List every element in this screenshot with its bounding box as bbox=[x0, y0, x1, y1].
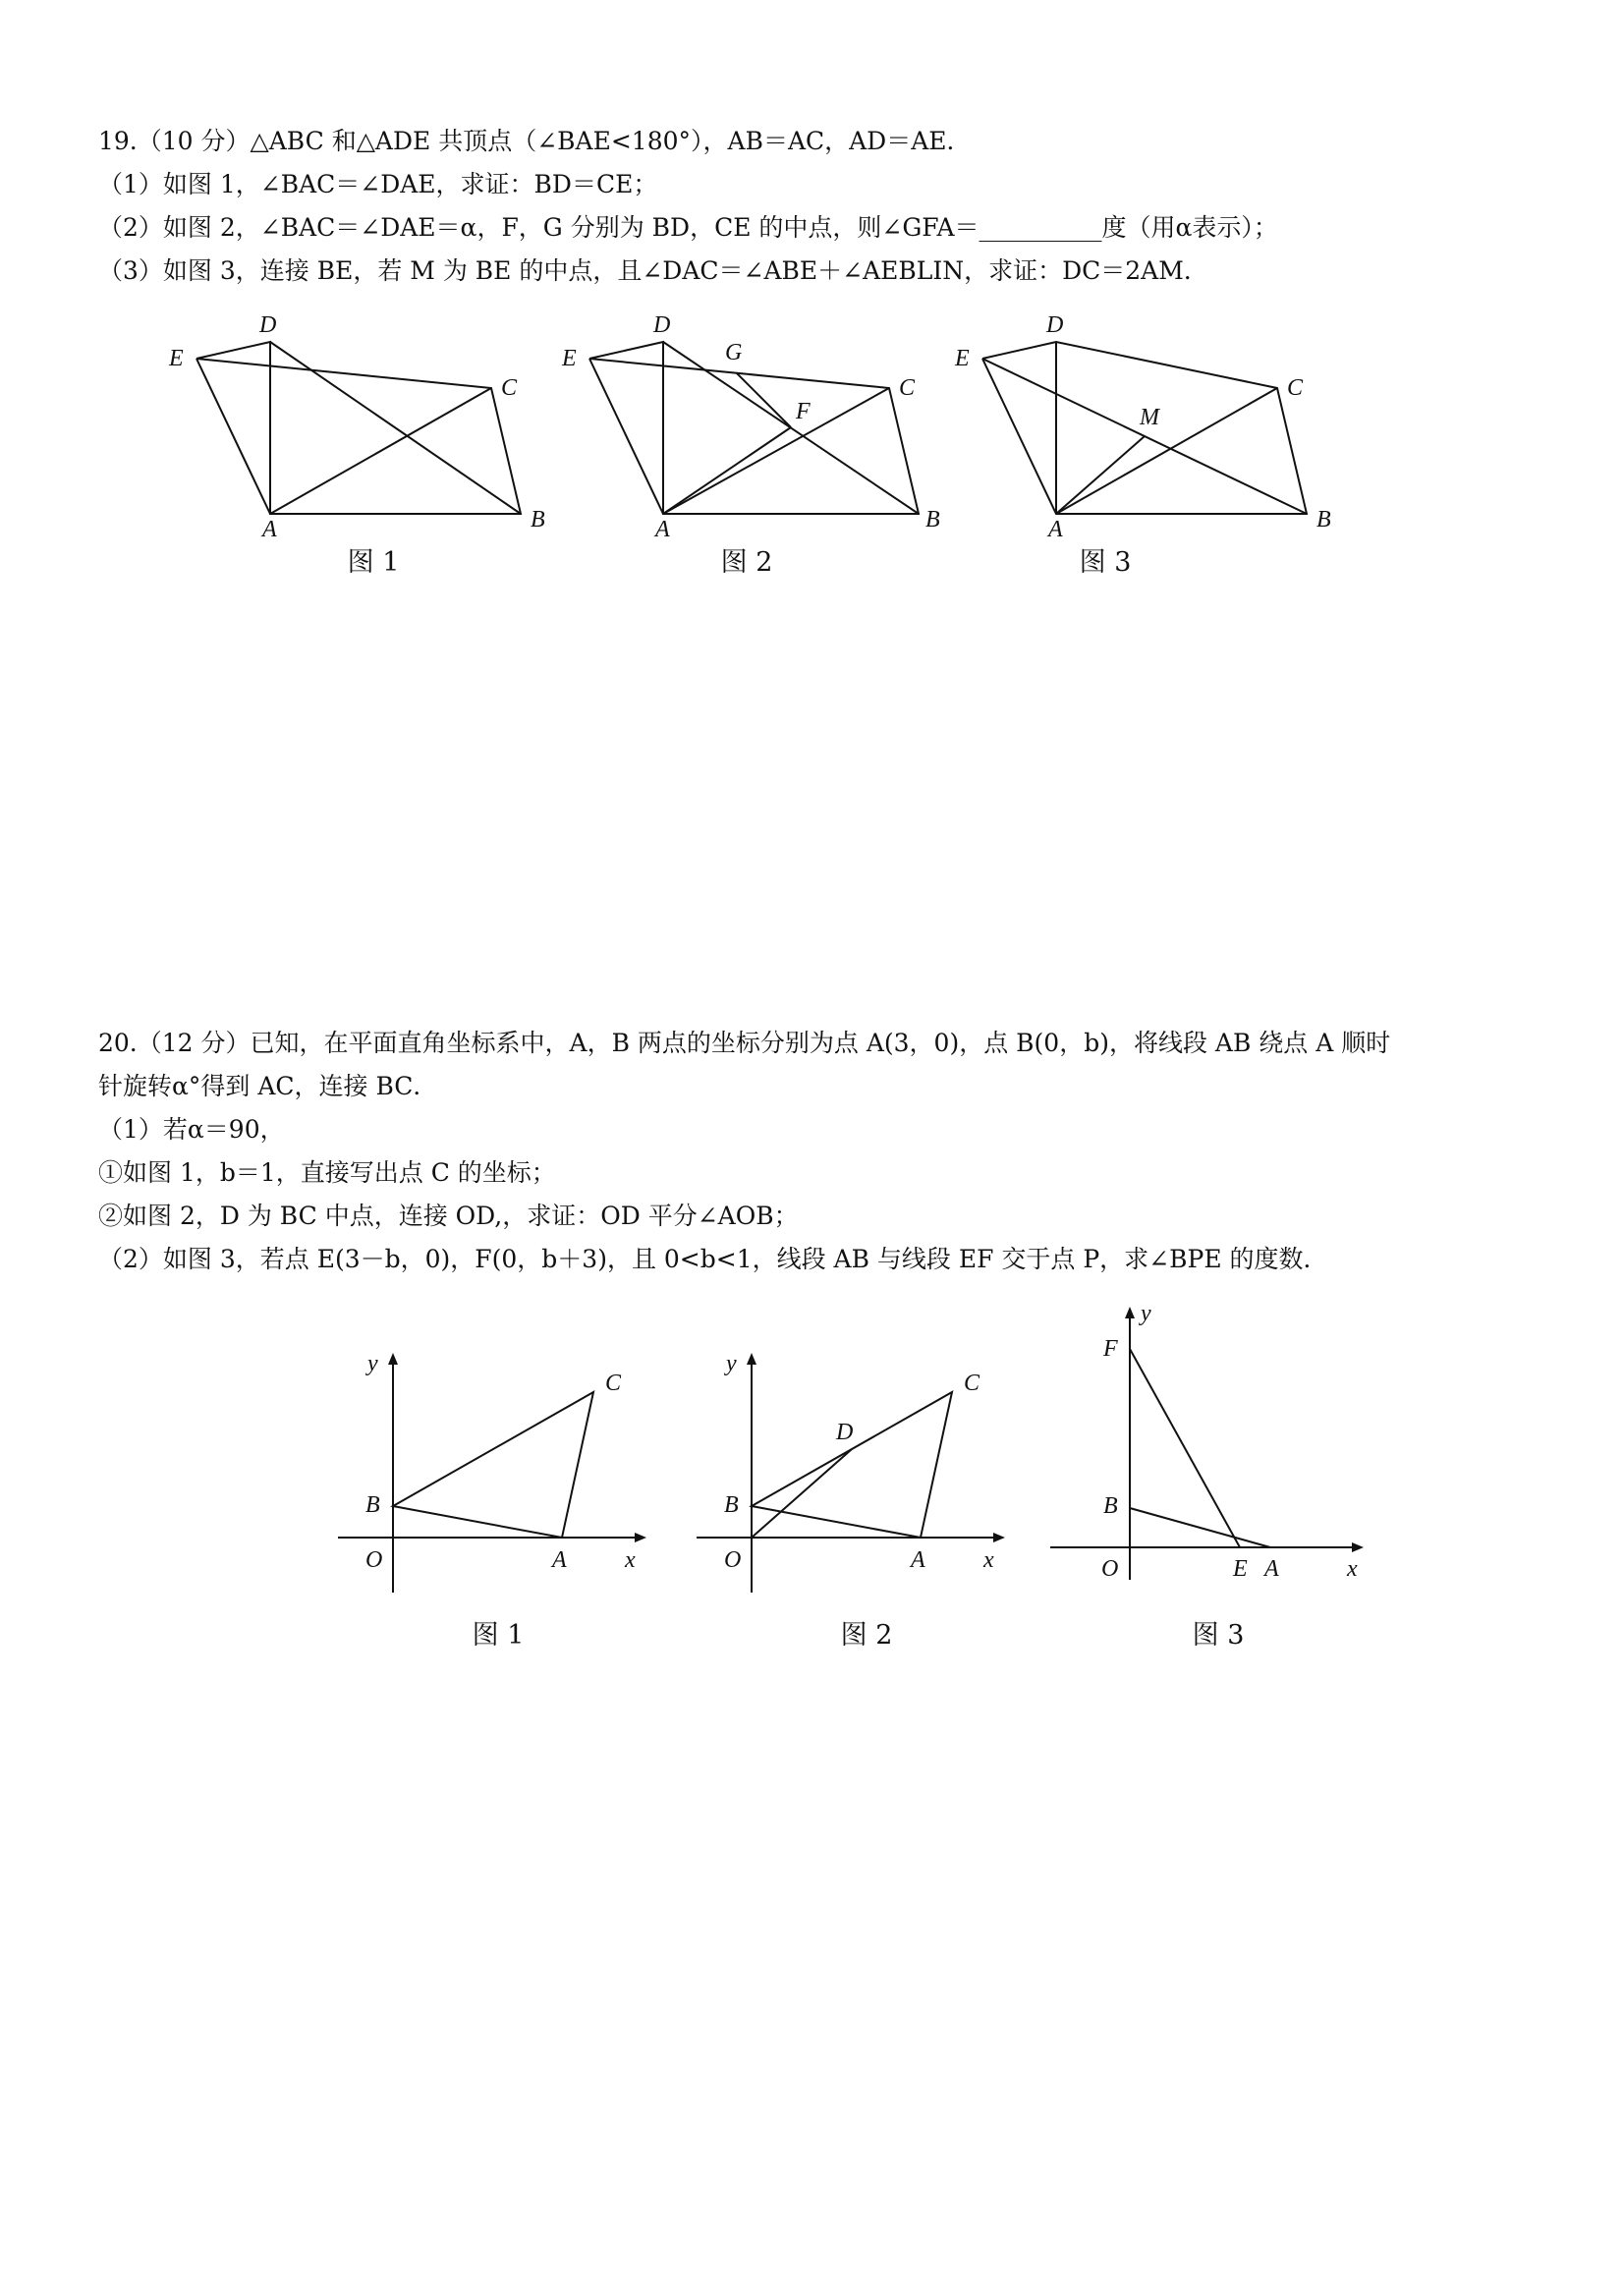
q20-f1-y-arrow bbox=[388, 1353, 398, 1365]
q20-figure-1-caption: 图 1 bbox=[472, 1620, 525, 1651]
q19-part1: （1）如图 1，∠BAC＝∠DAE，求证：BD＝CE； bbox=[98, 170, 658, 198]
q20-part1-i: ①如图 1，b＝1，直接写出点 C 的坐标； bbox=[98, 1158, 556, 1187]
q20-figure-2 bbox=[693, 1341, 1017, 1596]
q19-f2-label-b: B bbox=[925, 507, 940, 532]
q20-f1-label-o: O bbox=[365, 1547, 383, 1573]
q19-f1-ac bbox=[270, 388, 491, 514]
q19-f3-ac bbox=[1056, 388, 1277, 514]
q20-figure-3-caption: 图 3 bbox=[1192, 1620, 1245, 1651]
q19-f3-label-c: C bbox=[1287, 375, 1304, 401]
q20-f3-label-f: F bbox=[1103, 1336, 1118, 1362]
q20-f3-y-arrow bbox=[1125, 1307, 1135, 1318]
q20-f1-label-c: C bbox=[605, 1371, 622, 1396]
q20-f1-triangle bbox=[393, 1392, 593, 1538]
q19-f2-af bbox=[663, 427, 791, 514]
q19-f1-outline bbox=[196, 342, 521, 514]
q19-f3-label-d: D bbox=[1046, 312, 1064, 338]
q19-f2-gf bbox=[737, 373, 791, 427]
q19-f2-label-f: F bbox=[796, 399, 811, 424]
q19-figure-1-caption: 图 1 bbox=[347, 547, 400, 578]
q20-f2-label-o: O bbox=[724, 1547, 742, 1573]
q20-f2-label-a: A bbox=[911, 1547, 925, 1573]
q20-f3-x-arrow bbox=[1352, 1542, 1364, 1552]
q20-stem-line2: 针旋转α°得到 AC，连接 BC． bbox=[98, 1072, 438, 1100]
q19-figure-3-caption: 图 3 bbox=[1079, 547, 1132, 578]
q20-f1-x-arrow bbox=[635, 1533, 646, 1542]
q20-f3-fe bbox=[1130, 1349, 1240, 1547]
q20-f3-ba bbox=[1130, 1508, 1270, 1547]
q20-f2-y-arrow bbox=[747, 1353, 756, 1365]
q20-f2-label-y: y bbox=[726, 1351, 737, 1376]
q19-f3-am bbox=[1056, 436, 1145, 514]
q20-f3-label-b: B bbox=[1103, 1493, 1118, 1519]
q20-figure-2-caption: 图 2 bbox=[840, 1620, 893, 1651]
q19-f2-ac bbox=[663, 388, 889, 514]
q19-part3: （3）如图 3，连接 BE，若 M 为 BE 的中点，且∠DAC＝∠ABE＋∠AEBLIN，求证：DC＝2AM． bbox=[98, 256, 1208, 285]
q20-f1-label-y: y bbox=[367, 1351, 378, 1376]
q20-f3-label-e: E bbox=[1233, 1556, 1248, 1582]
q19-f1-label-e: E bbox=[169, 346, 184, 371]
q19-f2-label-g: G bbox=[725, 340, 743, 365]
q19-f2-label-d: D bbox=[653, 312, 671, 338]
q20-f3-label-a: A bbox=[1264, 1556, 1279, 1582]
q19-figure-2 bbox=[550, 305, 953, 540]
q20-figure-1 bbox=[334, 1341, 658, 1596]
q19-f3-label-m: M bbox=[1140, 405, 1159, 430]
q20-f2-x-arrow bbox=[993, 1533, 1005, 1542]
q19-part2: （2）如图 2，∠BAC＝∠DAE＝α，F，G 分别为 BD，CE 的中点，则∠GFA＝__________度（用α表示）； bbox=[98, 213, 1278, 242]
q19-f1-label-c: C bbox=[501, 375, 518, 401]
q20-f2-label-x: x bbox=[983, 1547, 994, 1573]
q19-f2-label-a: A bbox=[655, 517, 670, 540]
q19-f2-outline bbox=[589, 342, 919, 514]
q19-f1-label-b: B bbox=[531, 507, 545, 532]
q19-f3-label-e: E bbox=[955, 346, 970, 371]
q20-f1-label-b: B bbox=[365, 1492, 380, 1518]
q20-f1-label-a: A bbox=[552, 1547, 567, 1573]
q19-f2-ea bbox=[589, 359, 663, 514]
q20-part1-ii: ②如图 2，D 为 BC 中点，连接 OD,，求证：OD 平分∠AOB； bbox=[98, 1202, 799, 1230]
q19-figure-3 bbox=[943, 305, 1346, 540]
q20-f3-label-y: y bbox=[1141, 1301, 1151, 1326]
q19-f3-label-a: A bbox=[1048, 517, 1063, 540]
q19-f2-label-e: E bbox=[562, 346, 577, 371]
q20-f2-label-b: B bbox=[724, 1492, 739, 1518]
q19-f3-label-b: B bbox=[1316, 507, 1331, 532]
q19-f1-ea bbox=[196, 359, 270, 514]
q20-part1: （1）若α＝90， bbox=[98, 1115, 285, 1144]
q20-stem-line1: 20.（12 分）已知，在平面直角坐标系中，A，B 两点的坐标分别为点 A(3，0)，点 B(0，b)，将线段 AB 绕点 A 顺时 bbox=[98, 1029, 1391, 1057]
q19-f1-label-a: A bbox=[262, 517, 277, 540]
q20-figure-3 bbox=[1046, 1295, 1380, 1590]
q20-f2-od bbox=[752, 1449, 852, 1538]
q20-f2-label-d: D bbox=[836, 1420, 854, 1445]
q19-f1-db bbox=[270, 342, 521, 514]
q19-figure-2-caption: 图 2 bbox=[720, 547, 773, 578]
q20-f2-label-c: C bbox=[964, 1371, 980, 1396]
q20-f1-label-x: x bbox=[625, 1547, 636, 1573]
q19-f1-label-d: D bbox=[259, 312, 277, 338]
q20-f3-label-x: x bbox=[1347, 1556, 1358, 1582]
q20-f2-triangle bbox=[752, 1392, 952, 1538]
q20-part2: （2）如图 3，若点 E(3－b，0)，F(0，b＋3)，且 0<b<1，线段 AB 与线段 EF 交于点 P，求∠BPE 的度数． bbox=[98, 1245, 1328, 1273]
q19-figure-1 bbox=[157, 305, 550, 540]
q20-f3-label-o: O bbox=[1101, 1556, 1119, 1582]
q19-f2-label-c: C bbox=[899, 375, 916, 401]
q19-stem: 19.（10 分）△ABC 和△ADE 共顶点（∠BAE<180°），AB＝AC，AD＝AE． bbox=[98, 127, 972, 155]
